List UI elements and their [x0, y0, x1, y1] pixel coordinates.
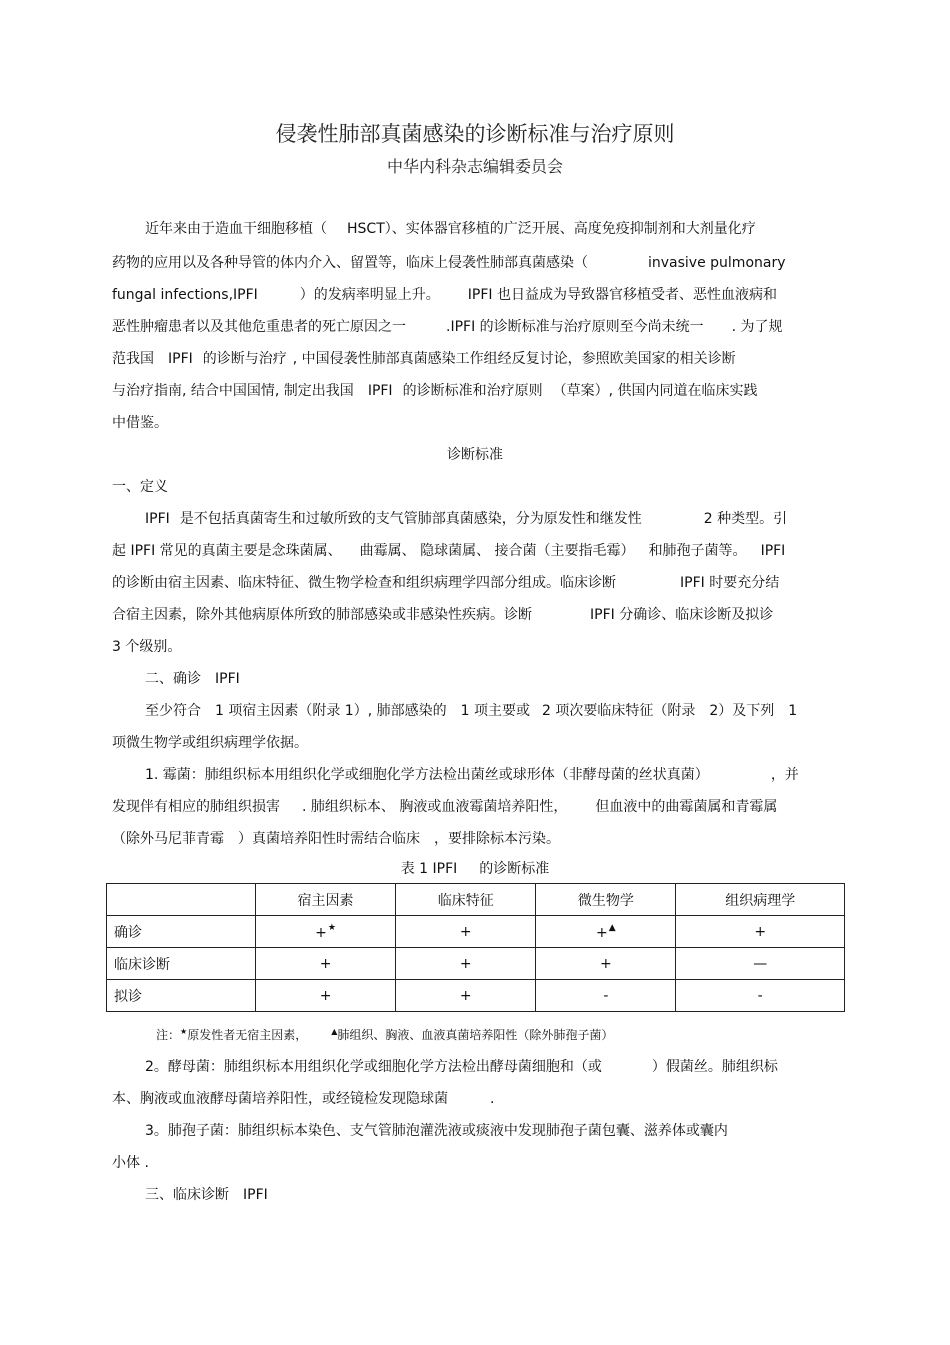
text: 合宿主因素，除外其他病原体所致的肺部感染或非感染性疾病。诊断 — [112, 607, 532, 623]
table-cell: + — [676, 916, 845, 948]
table-cell: — — [676, 948, 845, 980]
text: 1 项主要或 — [460, 703, 530, 719]
s2-line-2: 项微生物学或组织病理学依据。 — [112, 735, 308, 751]
text: 肺组织、胸液、血液真菌培养阳性（除外肺孢子菌） — [337, 1028, 614, 1042]
text: IPFI — [367, 383, 393, 399]
intro-line-3 — [112, 285, 777, 305]
text: 2 种类型。引 — [703, 511, 788, 527]
text: 注： — [156, 1028, 181, 1042]
table-cell: + — [536, 948, 676, 980]
text: 发现伴有相应的肺组织损害 — [112, 799, 280, 815]
text: HSCT）、实体器官移植的广泛开展、高度免疫抑制剂和大剂量化疗 — [347, 221, 756, 237]
text: IPFI — [243, 1187, 268, 1203]
text: 近年来由于造血干细胞移植（ — [145, 221, 327, 237]
s1-line-2 — [112, 541, 785, 561]
s2-p1-line-3 — [112, 829, 560, 849]
text: 2 项次要临床特征（附录 — [541, 703, 696, 719]
text: .IPFI 的诊断标准与治疗原则至今尚未统一 — [446, 319, 704, 335]
diagnosis-table — [106, 883, 845, 1012]
s1-line-4 — [112, 605, 773, 625]
text: 1 — [788, 703, 798, 719]
text: + — [315, 924, 327, 941]
table-row — [107, 980, 845, 1012]
text: + — [596, 924, 608, 941]
text: IPFI — [145, 511, 170, 527]
table-cell: + — [256, 980, 396, 1012]
text: 1. 霉菌：肺组织标本用组织化学或细胞化学方法检出菌丝或球形体（非酵母菌的丝状真菌） — [145, 767, 709, 783]
text: 恶性肿瘤患者以及其他危重患者的死亡原因之一 — [112, 319, 406, 335]
table-row-label: 拟诊 — [107, 980, 256, 1012]
text: 的诊断由宿主因素、临床特征、微生物学检查和组织病理学四部分组成。临床诊断 — [112, 575, 616, 591]
text: IPFI — [760, 543, 786, 559]
text: , 结合中国国情 — [182, 383, 275, 399]
text: ，并 — [770, 767, 799, 783]
table-row — [107, 916, 845, 948]
text: 本、胸液或血液酵母菌培养阳性，或经镜检发现隐球菌 — [112, 1091, 448, 1107]
intro-line-7: 中借鉴。 — [112, 415, 168, 431]
text: IPFI 也日益成为导致器官移植受者、恶性血液病和 — [467, 287, 777, 303]
table-cell: + — [396, 948, 536, 980]
text: IPFI 时要充分结 — [680, 575, 780, 591]
s1-line-5: 3 个级别。 — [112, 639, 182, 655]
table-cell — [256, 916, 396, 948]
text: IPFI — [215, 671, 240, 687]
table-header-cell — [107, 884, 256, 916]
text: ）的发病率明显上升。 — [299, 287, 440, 303]
star-mark: ★ — [327, 922, 336, 933]
text: （草案）, 供国内同道在临床实践 — [552, 383, 758, 399]
table-header-cell: 宿主因素 — [256, 884, 396, 916]
text: fungal infections,IPFI — [112, 287, 258, 303]
text: 的诊断标准 — [479, 861, 550, 877]
text: 的诊断与治疗 — [202, 351, 287, 367]
text: 2。酵母菌：肺组织标本用组织化学或细胞化学方法检出酵母菌细胞和（或 — [145, 1059, 602, 1075]
text: 曲霉属、 隐球菌属、 接合菌（主要指毛霉） — [359, 543, 635, 559]
table-note — [156, 1026, 613, 1043]
s2-p2-line-1 — [145, 1057, 778, 1077]
s2-p2-line-2 — [112, 1089, 494, 1109]
triangle-mark: ▲ — [331, 1027, 338, 1036]
table-row — [107, 948, 845, 980]
document-subtitle: 中华内科杂志编辑委员会 — [386, 157, 563, 176]
text: ）真菌培养阳性时需结合临床 — [238, 831, 420, 847]
s3-heading — [145, 1185, 268, 1205]
table-header-cell: 微生物学 — [536, 884, 676, 916]
text: 是不包括真菌寄生和过敏所致的支气管肺部真菌感染，分为原发性和继发性 — [179, 511, 642, 527]
intro-line-2 — [112, 253, 786, 273]
text: , 制定出我国 — [274, 383, 354, 399]
text: 二、确诊 — [145, 671, 201, 687]
section-heading: 诊断标准 — [447, 447, 503, 463]
table-cell: + — [256, 948, 396, 980]
text: ）假菌丝。肺组织标 — [651, 1059, 778, 1075]
s2-p1-line-1 — [145, 765, 799, 785]
text: 表 1 IPFI — [400, 861, 458, 877]
table-row-label: 临床诊断 — [107, 948, 256, 980]
table-cell: - — [536, 980, 676, 1012]
text: 至少符合 — [145, 703, 201, 719]
text: 与治疗指南 — [112, 383, 182, 399]
text: 但血液中的曲霉菌属和青霉属 — [595, 799, 778, 815]
intro-line-4 — [112, 317, 783, 337]
intro-line-1 — [145, 219, 756, 239]
table-cell: + — [396, 980, 536, 1012]
text: 三、临床诊断 — [145, 1187, 229, 1203]
text: 的诊断标准和治疗原则 — [402, 383, 543, 399]
table-cell — [536, 916, 676, 948]
text: 原发性者无宿主因素， — [187, 1028, 308, 1042]
s1-heading: 一、定义 — [112, 479, 168, 495]
s2-p3-line-2: 小体 . — [112, 1155, 149, 1171]
intro-line-5 — [112, 349, 736, 369]
table-cell: - — [676, 980, 845, 1012]
text: 和肺孢子菌等。 — [648, 543, 747, 559]
text: IPFI 分确诊、临床诊断及拟诊 — [590, 607, 774, 623]
s1-line-1 — [145, 509, 787, 529]
s2-p3-line-1: 3。肺孢子菌：肺组织标本染色、支气管肺泡灌洗液或痰液中发现肺孢子菌包囊、滋养体或囊内 — [145, 1123, 728, 1139]
table-header-row — [107, 884, 845, 916]
table-cell: + — [396, 916, 536, 948]
text: 2）及下列 — [709, 703, 775, 719]
s2-p1-line-2 — [112, 797, 777, 817]
text: 药物的应用以及各种导管的体内介入、留置等，临床上侵袭性肺部真菌感染（ — [112, 255, 588, 271]
text: ，要排除标本污染。 — [434, 831, 560, 847]
s2-heading — [145, 669, 240, 689]
text: 范我国 — [112, 351, 154, 367]
text: 1 项宿主因素（附录 1）, 肺部感染的 — [215, 703, 447, 719]
text: . — [490, 1091, 495, 1107]
table-row-label: 确诊 — [107, 916, 256, 948]
table-header-cell: 组织病理学 — [676, 884, 845, 916]
text: , 中国侵袭性肺部真菌感染工作组经反复讨论，参照欧美国家的相关诊断 — [292, 351, 736, 367]
text: invasive pulmonary — [648, 255, 786, 271]
triangle-mark: ▲ — [608, 922, 616, 933]
table-header-cell: 临床特征 — [396, 884, 536, 916]
text: 起 IPFI 常见的真菌主要是念珠菌属、 — [112, 543, 342, 559]
s2-line-1 — [145, 701, 797, 721]
text: IPFI — [168, 351, 193, 367]
table-caption — [0, 859, 950, 879]
text: . 肺组织标本、 胸液或血液霉菌培养阳性， — [302, 799, 568, 815]
document-title: 侵袭性肺部真菌感染的诊断标准与治疗原则 — [275, 122, 675, 146]
text: （除外马尼菲青霉 — [112, 831, 224, 847]
text: . 为了规 — [731, 319, 783, 335]
intro-line-6 — [112, 381, 757, 401]
s1-line-3 — [112, 573, 779, 593]
star-mark: ★ — [180, 1027, 188, 1036]
